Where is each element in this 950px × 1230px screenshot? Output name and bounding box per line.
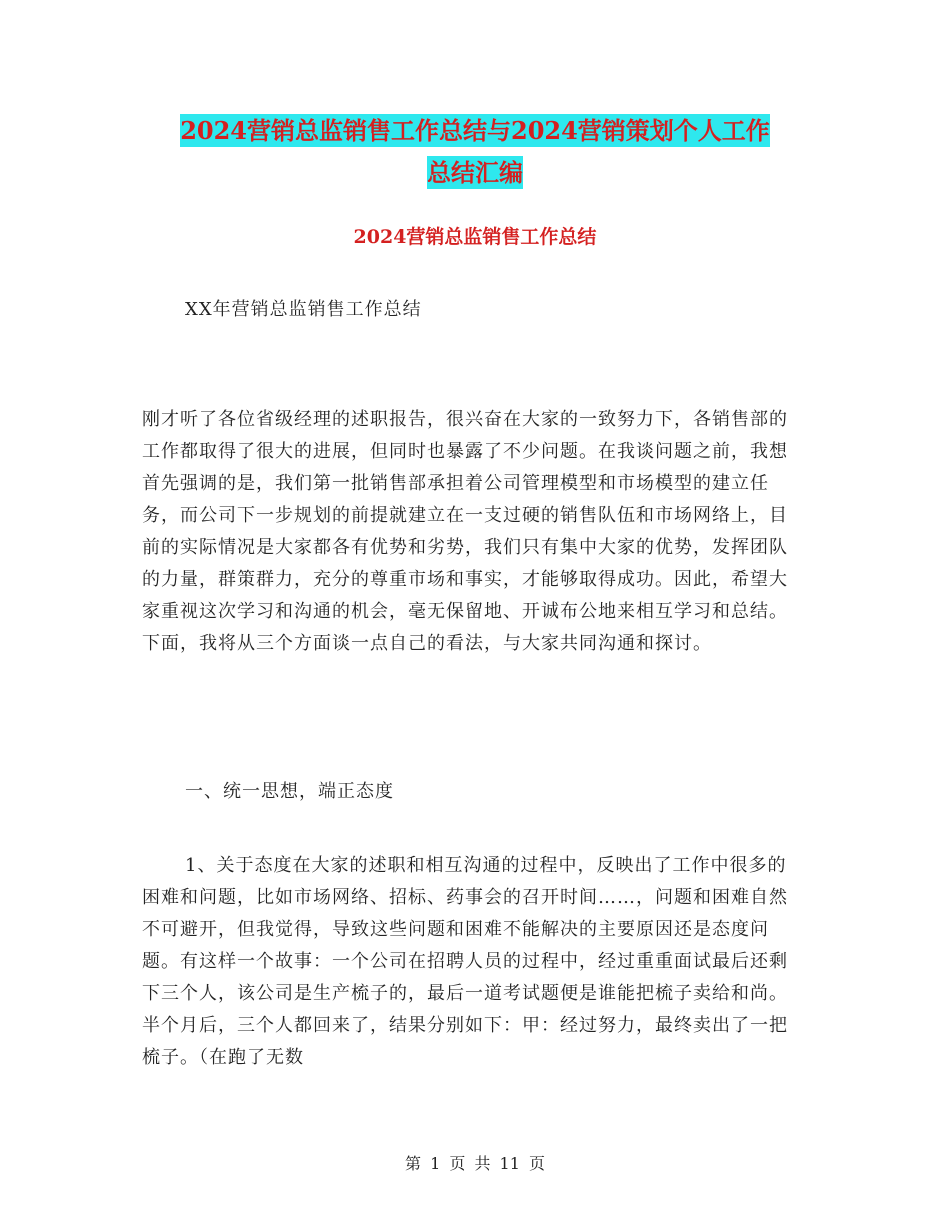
paragraph-2: 1、关于态度在大家的述职和相互沟通的过程中，反映出了工作中很多的困难和问题，比如市场网络、招标、药事会的召开时间……，问题和困难自然不可避开，但我觉得，导致这些问题和困难不能解决的主要原因还是态度问题。有这样一个故事：一个公司在招聘人员的过程中，经过重重面试最后还剩下三个人，该公司是生产梳子的，最后一道考试题便是谁能把梳子卖给和尚。半个月后，三个人都回来了，结果分别如下：甲：经过努力，最终卖出了一把梳子。（在跑了无数 [142,855,788,1068]
subtitle: XX年营销总监销售工作总结 [185,299,422,320]
title-line-1: 2024营销总监销售工作总结与2024营销策划个人工作 [180,116,770,145]
paragraph-1: 刚才听了各位省级经理的述职报告，很兴奋在大家的一致努力下，各销售部的工作都取得了很大的进展，但同时也暴露了不少问题。在我谈问题之前，我想首先强调的是，我们第一批销售部承担着公司管理模型和市场模型的建立任务，而公司下一步规划的前提就建立在一支过硬的销售队伍和市场网络上，目前的实际情况是大家都各有优势和劣势，我们只有集中大家的优势，发挥团队的力量，群策群力，充分的尊重市场和事实，才能够取得成功。因此，希望大家重视这次学习和沟通的机会，毫无保留地、开诚布公地来相互学习和总结。下面，我将从三个方面谈一点自己的看法，与大家共同沟通和探讨。 [142,409,788,654]
section-title: 2024营销总监销售工作总结 [353,226,597,248]
document-title [0,110,950,194]
heading-1: 一、统一思想，端正态度 [185,781,394,802]
page-footer: 第 1 页 共 11 页 [405,1154,545,1173]
title-line-2: 总结汇编 [427,158,523,187]
